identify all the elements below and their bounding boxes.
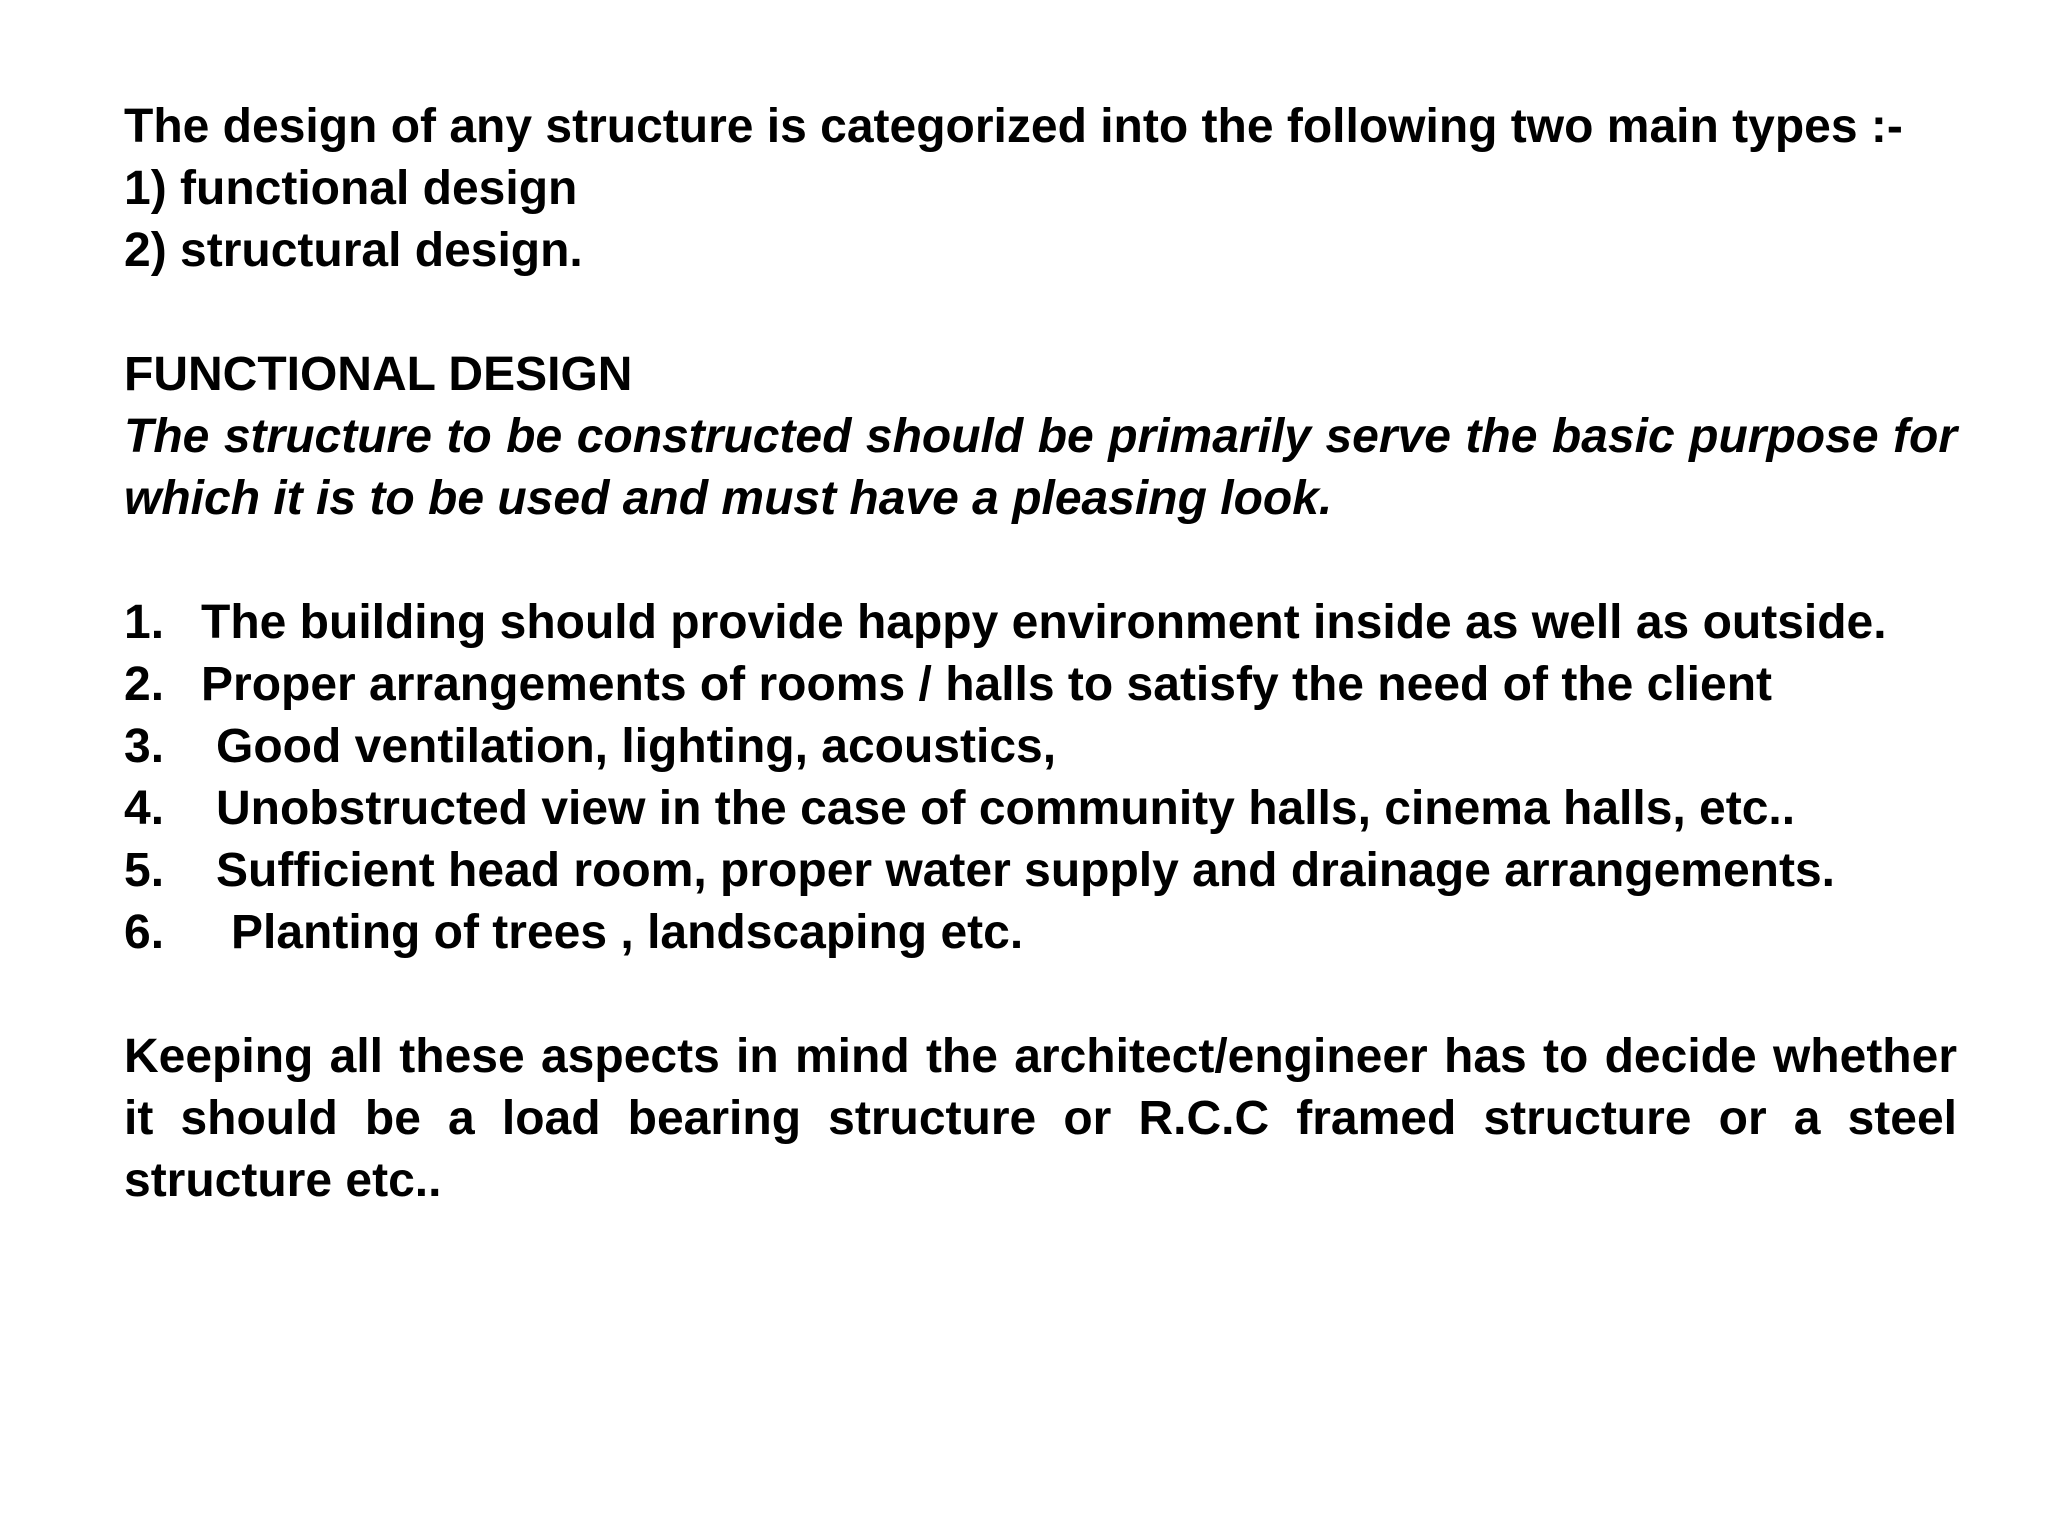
requirements-list bbox=[124, 592, 1957, 964]
section-heading: FUNCTIONAL DESIGN bbox=[124, 348, 633, 401]
list-text: Sufficient head room, proper water supply and drainage arrangements. bbox=[216, 844, 1836, 897]
list-number: 6. bbox=[124, 906, 165, 959]
intro-paragraph: The design of any structure is categorized into the following two main types :- bbox=[124, 100, 1903, 153]
conclusion-paragraph: Keeping all these aspects in mind the architect/engineer has to decide whether it should be a load bearing structure or R.C.C framed structure or a steel structure etc.. bbox=[124, 1030, 1957, 1207]
list-text: Proper arrangements of rooms / halls to satisfy the need of the client bbox=[201, 658, 1773, 711]
spacer bbox=[124, 282, 1957, 344]
list-item bbox=[124, 716, 1957, 778]
list-item bbox=[124, 778, 1957, 840]
list-text: Good ventilation, lighting, acoustics, bbox=[216, 720, 1057, 773]
design-type-functional: 1) functional design bbox=[124, 162, 578, 215]
list-item bbox=[124, 840, 1957, 902]
list-number: 5. bbox=[124, 844, 165, 897]
list-text: Planting of trees , landscaping etc. bbox=[231, 906, 1024, 959]
list-item bbox=[124, 592, 1957, 654]
list-text: The building should provide happy environment inside as well as outside. bbox=[201, 596, 1887, 649]
design-type-structural: 2) structural design. bbox=[124, 224, 583, 277]
functional-design-definition: The structure to be constructed should be primarily serve the basic purpose for which it is to be used and must have a pleasing look. bbox=[124, 410, 1957, 525]
list-number: 2. bbox=[124, 658, 165, 711]
list-number: 4. bbox=[124, 782, 165, 835]
list-number: 3. bbox=[124, 720, 165, 773]
list-item bbox=[124, 654, 1957, 716]
spacer bbox=[124, 964, 1957, 1026]
list-number: 1. bbox=[124, 596, 165, 649]
list-item bbox=[124, 902, 1957, 964]
spacer bbox=[124, 530, 1957, 592]
list-text: Unobstructed view in the case of community halls, cinema halls, etc.. bbox=[216, 782, 1796, 835]
slide-content bbox=[124, 96, 1957, 1212]
